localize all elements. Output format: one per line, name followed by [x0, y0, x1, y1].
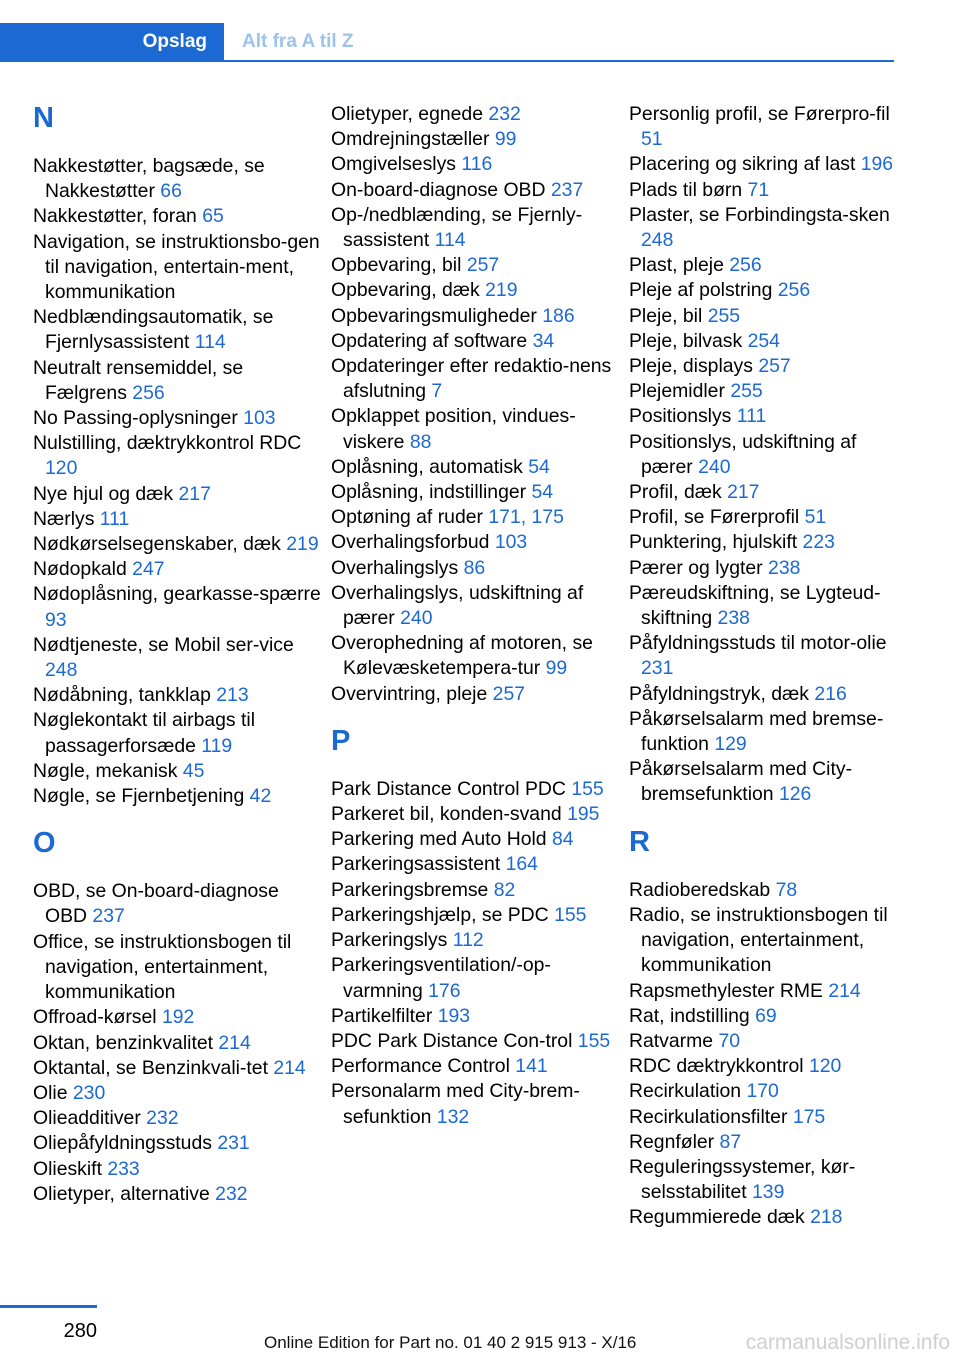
- page-reference-link[interactable]: 232: [215, 1182, 248, 1205]
- index-entry-text: Offroad-kørsel: [33, 1006, 157, 1029]
- index-entry: [629, 178, 899, 203]
- index-entry-text: Nøgle, mekanisk: [33, 759, 178, 782]
- index-entry: [33, 1182, 323, 1207]
- index-entry-text: Profil, dæk: [629, 481, 722, 504]
- page-reference-link[interactable]: 255: [707, 304, 741, 327]
- index-entry-text: Overhalingslys: [331, 556, 459, 579]
- index-entry: [331, 1004, 621, 1029]
- index-entry-text: Olieskift: [33, 1157, 102, 1180]
- index-entry: [331, 329, 621, 354]
- index-entry-text: Parkering med Auto Hold: [331, 828, 547, 851]
- page-reference-link[interactable]: 257: [492, 682, 526, 705]
- index-entry-text: Olieadditiver: [33, 1107, 141, 1130]
- page-reference-link[interactable]: 214: [273, 1056, 306, 1079]
- page-reference-link[interactable]: 256: [132, 381, 165, 404]
- index-entry-text: Oplåsning, indstillinger: [331, 481, 527, 504]
- index-entry: [331, 102, 621, 127]
- page-reference-link[interactable]: 247: [132, 558, 165, 581]
- index-entry: [629, 480, 899, 505]
- index-entry-text: Nødkørselsegenskaber, dæk: [33, 533, 281, 556]
- page-reference-link[interactable]: 99: [494, 128, 517, 151]
- index-entry-text: Parkeringslys: [331, 929, 448, 952]
- index-entry-text: Plejemidler: [629, 380, 725, 403]
- section-letter: P: [331, 724, 351, 757]
- index-entry-text: Rat, indstilling: [629, 1004, 750, 1027]
- index-entry-text: Optøning af ruder: [331, 506, 483, 529]
- index-entry-text: Reguleringssystemer, kør-selsstabilitet: [629, 1155, 856, 1204]
- edition-text: Online Edition for Part no. 01 40 2 915 913 - X/16: [264, 1333, 637, 1352]
- index-entry: [629, 1004, 899, 1029]
- index-entry: [33, 356, 323, 406]
- index-entry-text: Oktantal, se Benzinkvali-tet: [33, 1056, 268, 1079]
- index-entry-text: Nye hjul og dæk: [33, 482, 174, 505]
- index-entry-text: Omdrejningstæller: [331, 128, 490, 151]
- page-reference-link[interactable]: 155: [571, 777, 604, 800]
- page-reference-link[interactable]: 195: [567, 803, 600, 826]
- page-reference-link[interactable]: 231: [217, 1132, 250, 1155]
- page-reference-link[interactable]: 65: [202, 205, 224, 228]
- page-reference-link[interactable]: 232: [488, 103, 521, 125]
- index-entry-text: Personalarm med City-brem-sefunktion: [331, 1080, 580, 1128]
- index-entry: [331, 404, 621, 454]
- index-entry-text: Pleje af polstring: [629, 279, 773, 302]
- index-entry-text: Parkeringsassistent: [331, 853, 501, 876]
- page-reference-link[interactable]: 84: [551, 828, 574, 851]
- index-entry-text: Opbevaring, bil: [331, 254, 462, 277]
- index-entry: [331, 505, 621, 530]
- index-entry-text: Personlig profil, se Førerpro-fil: [629, 103, 890, 125]
- page-reference-link[interactable]: 219: [286, 533, 319, 556]
- page-reference-link[interactable]: 237: [550, 178, 584, 201]
- page-reference-link[interactable]: 120: [808, 1055, 842, 1078]
- index-entry-text: Neutralt rensemiddel, se Fælgrens: [33, 356, 244, 404]
- index-entry-text: Olietyper, alternative: [33, 1182, 210, 1205]
- index-entry-text: Nakkestøtter, bagsæde, se Nakkestøtter: [33, 155, 265, 203]
- index-entry: [629, 329, 899, 354]
- page-number: 280: [63, 1320, 97, 1342]
- index-entry: [331, 682, 621, 707]
- index-entry: [331, 827, 621, 852]
- index-entry: [629, 354, 899, 379]
- page-reference-link[interactable]: 257: [466, 254, 500, 277]
- index-entry: [33, 305, 323, 355]
- index-entry: [331, 203, 621, 253]
- index-entry-text: Pærer og lygter: [629, 556, 763, 579]
- index-entry-text: Opbevaringsmuligheder: [331, 304, 537, 327]
- page-reference-link[interactable]: 256: [729, 254, 762, 277]
- index-entry: [629, 152, 899, 177]
- index-entry-text: Plaster, se Forbindingsta-sken: [629, 203, 890, 226]
- index-entry-text: Profil, se Førerprofil: [629, 506, 800, 529]
- page-reference-link[interactable]: 120: [45, 457, 78, 480]
- index-entry-text: Pleje, bilvask: [629, 329, 743, 352]
- index-entry-text: Plast, pleje: [629, 254, 724, 277]
- tab-opslag[interactable]: [0, 23, 224, 62]
- page-reference-link[interactable]: 99: [545, 657, 568, 680]
- page-reference-link[interactable]: 51: [641, 128, 663, 151]
- index-entry-text: Pleje, displays: [629, 355, 753, 378]
- index-entry-text: Placering og sikring af last: [629, 153, 856, 176]
- index-entry-text: Radio, se instruktionsbogen til navigation, entertainment, kommunikation: [629, 903, 888, 977]
- page-reference-link[interactable]: 78: [775, 878, 798, 901]
- index-entry: [331, 480, 621, 505]
- page-reference-link[interactable]: 175: [792, 1105, 826, 1128]
- index-entry: [331, 354, 621, 404]
- page-reference-link[interactable]: 51: [804, 506, 827, 529]
- index-entry: [331, 253, 621, 278]
- page-reference-link[interactable]: 170: [746, 1080, 779, 1103]
- index-entry-text: Oliepåfyldningsstuds: [33, 1132, 212, 1155]
- page-reference-link[interactable]: 111: [736, 405, 767, 428]
- index-entry-text: Recirkulation: [629, 1080, 742, 1103]
- index-entry-text: Opdateringer efter redaktio-nens afslutning: [331, 355, 612, 403]
- index-entry: [629, 757, 899, 807]
- header-bar: [0, 0, 960, 62]
- index-entry: [33, 204, 323, 229]
- page-reference-link[interactable]: 254: [747, 329, 780, 352]
- index-entry: [629, 631, 899, 681]
- index-entry: [331, 953, 621, 1003]
- page-reference-link[interactable]: 54: [528, 455, 550, 478]
- index-entry: [33, 759, 323, 784]
- page-reference-link[interactable]: 192: [161, 1006, 195, 1029]
- index-entry: [331, 178, 621, 203]
- index-entry: [629, 102, 899, 152]
- index-entry: [629, 304, 899, 329]
- index-entry-text: Positionslys: [629, 405, 732, 428]
- index-entry-text: Parkeret bil, konden-svand: [331, 803, 562, 826]
- index-entry-text: Pleje, bil: [629, 304, 703, 327]
- index-entry: [629, 404, 899, 429]
- tab-alt-fra-a-til-z[interactable]: Alt fra A til Z: [242, 31, 354, 52]
- page-reference-link[interactable]: 233: [107, 1157, 140, 1180]
- section-letter: N: [33, 102, 54, 134]
- index-entry-text: Nulstilling, dæktrykkontrol RDC: [33, 432, 302, 455]
- index-entry-text: Pæreudskiftning, se Lygteud-skiftning: [629, 581, 881, 630]
- index-entry: [331, 928, 621, 953]
- page-reference-link[interactable]: 214: [828, 979, 861, 1002]
- page-reference-link[interactable]: 155: [554, 903, 587, 926]
- index-entry-text: Radioberedskab: [629, 878, 771, 901]
- index-entry: [33, 784, 323, 809]
- index-entry-text: Overvintring, pleje: [331, 682, 488, 705]
- index-entry-text: Omgivelseslys: [331, 153, 456, 176]
- page-reference-link[interactable]: 232: [146, 1107, 179, 1130]
- index-entry: [629, 203, 899, 253]
- index-entry: [629, 1105, 899, 1130]
- index-entry-text: Ratvarme: [629, 1029, 714, 1052]
- index-entry: [331, 455, 621, 480]
- index-entry: [33, 482, 323, 507]
- index-entry: [629, 682, 899, 707]
- index-entry-text: Påkørselsalarm med bremse-funktion: [629, 707, 884, 756]
- index-entry: [33, 230, 323, 306]
- index-entry: [629, 1029, 899, 1054]
- index-entry-text: Recirkulationsfilter: [629, 1105, 788, 1128]
- index-entry-text: Overhalingsforbud: [331, 531, 490, 554]
- index-entry-text: Opdatering af software: [331, 329, 528, 352]
- page-reference-link[interactable]: 218: [810, 1206, 843, 1229]
- page-reference-link[interactable]: 42: [249, 785, 272, 808]
- page-reference-link[interactable]: 255: [730, 380, 763, 403]
- index-entry: [331, 1029, 621, 1054]
- page-reference-link[interactable]: 111: [99, 507, 130, 530]
- index-entry: [331, 878, 621, 903]
- index-entry-text: Parkeringsventilation/-op-varmning: [331, 954, 551, 1002]
- index-entry-text: Nødåbning, tankklap: [33, 684, 211, 707]
- index-entry-text: Partikelfilter: [331, 1004, 433, 1027]
- page-reference-link[interactable]: 86: [463, 556, 486, 579]
- index-entry-text: Nøglekontakt til airbags til passagerforsæde: [33, 709, 256, 757]
- index-entry: [33, 708, 323, 758]
- page-reference-link[interactable]: 217: [727, 481, 760, 504]
- index-entry: [33, 1056, 323, 1081]
- index-entry: [33, 1081, 323, 1106]
- index-entry: [33, 406, 323, 431]
- page-reference-link[interactable]: 216: [814, 682, 847, 705]
- page-reference-link[interactable]: 230: [72, 1081, 106, 1104]
- index-entry-text: Oktan, benzinkvalitet: [33, 1031, 213, 1054]
- page-reference-link[interactable]: 119: [201, 734, 233, 757]
- index-entry-text: Nakkestøtter, foran: [33, 205, 197, 228]
- footer-divider: [0, 1305, 97, 1308]
- index-entry: [331, 802, 621, 827]
- index-entry: [629, 581, 899, 631]
- page-reference-link[interactable]: 126: [778, 783, 812, 806]
- index-entry: [331, 278, 621, 303]
- index-entry: [33, 431, 323, 481]
- index-entry: [629, 278, 899, 303]
- page-reference-link[interactable]: 240: [698, 455, 731, 478]
- page-reference-link[interactable]: 217: [178, 482, 211, 505]
- index-entry: [629, 707, 899, 757]
- index-entry: [629, 505, 899, 530]
- index-entry: [331, 127, 621, 152]
- index-entry-text: Regummierede dæk: [629, 1206, 805, 1229]
- index-entry-text: Nøgle, se Fjernbetjening: [33, 785, 245, 808]
- index-entry-text: Nødtjeneste, se Mobil ser-vice: [33, 633, 294, 656]
- index-entry: [33, 1131, 323, 1156]
- index-entry-text: Nærlys: [33, 507, 95, 530]
- index-entry: [629, 379, 899, 404]
- tab-opslag-label: Opslag: [142, 31, 207, 52]
- index-entry: [629, 979, 899, 1004]
- index-entry: [331, 903, 621, 928]
- page-reference-link[interactable]: 193: [437, 1004, 471, 1027]
- header-divider: [224, 60, 894, 62]
- index-entry: [33, 930, 323, 1006]
- index-entry: [331, 530, 621, 555]
- index-entry: [33, 633, 323, 683]
- index-entry-text: PDC Park Distance Con-trol: [331, 1029, 573, 1052]
- index-entry: [331, 777, 621, 802]
- index-entry: [331, 852, 621, 877]
- page-reference-link[interactable]: 112: [452, 929, 484, 952]
- page-reference-link[interactable]: 238: [717, 607, 750, 630]
- index-entry: [629, 530, 899, 555]
- index-entry: [629, 1130, 899, 1155]
- index-entry: [33, 557, 323, 582]
- index-entry-text: Parkeringsbremse: [331, 878, 489, 901]
- index-entry: [331, 304, 621, 329]
- page-reference-link[interactable]: 257: [758, 355, 791, 378]
- page-reference-link[interactable]: 66: [160, 180, 182, 203]
- index-entry-text: Navigation, se instruktionsbo-gen til navigation, entertain-ment, kommunikation: [33, 230, 320, 304]
- index-entry: [331, 631, 621, 681]
- index-entry: [629, 1155, 899, 1205]
- page-reference-link[interactable]: 54: [531, 481, 554, 504]
- page-reference-link[interactable]: 34: [532, 329, 555, 352]
- index-entry: [33, 1106, 323, 1131]
- page-reference-link[interactable]: 88: [409, 430, 432, 453]
- page-reference-link[interactable]: 139: [752, 1181, 785, 1204]
- index-entry-text: Positionslys, udskiftning af pærer: [629, 430, 857, 478]
- index-entry-text: Punktering, hjulskift: [629, 531, 798, 554]
- index-entry: [629, 878, 899, 903]
- index-entry-text: On-board-diagnose OBD: [331, 178, 546, 201]
- page-reference-link[interactable]: 114: [194, 331, 226, 354]
- index-entry: [33, 1005, 323, 1030]
- index-entry-text: Op-/nedblænding, se Fjernly-sassistent: [331, 203, 583, 252]
- page-reference-link[interactable]: 103: [494, 531, 528, 554]
- index-entry: [33, 1157, 323, 1182]
- index-column-3: [629, 102, 899, 1231]
- page-reference-link[interactable]: 132: [436, 1105, 470, 1128]
- index-entry: [33, 582, 323, 632]
- index-entry-text: Plads til børn: [629, 178, 743, 201]
- watermark: carmanualsonline.info: [745, 1331, 950, 1354]
- page-reference-link[interactable]: 248: [45, 659, 78, 682]
- index-entry-text: OBD, se On-board-diagnose OBD: [33, 880, 279, 928]
- index-entry: [33, 507, 323, 532]
- index-entry-text: Påfyldningstryk, dæk: [629, 682, 809, 705]
- page-reference-link[interactable]: 114: [434, 229, 466, 252]
- index-entry: [33, 532, 323, 557]
- page-reference-link[interactable]: 238: [768, 556, 801, 579]
- page-reference-link[interactable]: 223: [802, 531, 835, 554]
- index-entry-text: Nedblændingsautomatik, se Fjernlysassistent: [33, 306, 274, 354]
- index-entry: [629, 1079, 899, 1104]
- index-entry-text: Performance Control: [331, 1055, 510, 1078]
- page-reference-link[interactable]: 116: [461, 153, 493, 176]
- index-entry-text: Opbevaring, dæk: [331, 279, 480, 302]
- page-reference-link[interactable]: 7: [431, 380, 443, 403]
- index-entry: [629, 1054, 899, 1079]
- page-reference-link[interactable]: 219: [485, 279, 518, 302]
- page-reference-link[interactable]: 164: [505, 853, 538, 876]
- page-reference-link[interactable]: 213: [216, 684, 249, 707]
- index-entry: [33, 683, 323, 708]
- page-reference-link[interactable]: 141: [515, 1055, 548, 1078]
- index-entry: [331, 581, 621, 631]
- index-entry-text: Olietyper, egnede: [331, 103, 484, 125]
- page-reference-link[interactable]: 93: [45, 608, 67, 631]
- index-entry-text: Oplåsning, automatisk: [331, 455, 523, 478]
- index-entry-text: Overophedning af motoren, se Kølevæsketempera-tur: [331, 632, 593, 680]
- index-entry-text: Påkørselsalarm med City-bremsefunktion: [629, 758, 853, 806]
- index-entry-text: Parkeringshjælp, se PDC: [331, 903, 549, 926]
- index-entry: [331, 1054, 621, 1079]
- section-letter: R: [629, 825, 650, 858]
- page-reference-link[interactable]: 171, 175: [488, 506, 564, 529]
- index-entry-text: Olie: [33, 1081, 68, 1104]
- index-entry: [33, 1031, 323, 1056]
- index-entry-text: Park Distance Control PDC: [331, 777, 566, 800]
- index-entry: [33, 879, 323, 929]
- page-reference-link[interactable]: 186: [542, 304, 575, 327]
- page-reference-link[interactable]: 256: [777, 279, 811, 302]
- section-letter: O: [33, 827, 56, 860]
- page-reference-link[interactable]: 45: [182, 759, 205, 782]
- index-entry: [629, 1205, 899, 1230]
- index-entry-text: Office, se instruktionsbogen til navigation, entertainment, kommunikation: [33, 930, 292, 1004]
- index-column-1: [33, 102, 323, 1207]
- page-reference-link[interactable]: 87: [719, 1130, 742, 1153]
- page-reference-link[interactable]: 237: [92, 905, 125, 928]
- page-reference-link[interactable]: 69: [755, 1004, 777, 1027]
- index-column-2: [331, 102, 621, 1130]
- index-entry: [629, 253, 899, 278]
- index-entry-text: Nødoplåsning, gearkasse-spærre: [33, 583, 321, 606]
- page-reference-link[interactable]: 214: [218, 1031, 251, 1054]
- index-entry: [331, 556, 621, 581]
- page-reference-link[interactable]: 155: [577, 1029, 611, 1052]
- page-reference-link[interactable]: 176: [428, 979, 461, 1002]
- index-entry: [629, 556, 899, 581]
- page-reference-link[interactable]: 240: [400, 607, 433, 630]
- index-entry-text: Opklappet position, vindues-viskere: [331, 405, 576, 453]
- page-reference-link[interactable]: 196: [860, 153, 894, 176]
- index-entry-text: Regnføler: [629, 1130, 715, 1153]
- index-entry: [629, 430, 899, 480]
- index-entry-text: Påfyldningsstuds til motor-olie: [629, 632, 887, 655]
- page-reference-link[interactable]: 71: [747, 178, 770, 201]
- page-reference-link[interactable]: 82: [493, 878, 516, 901]
- index-entry: [629, 903, 899, 979]
- page-reference-link[interactable]: 129: [714, 733, 747, 756]
- index-entry: [331, 1079, 621, 1129]
- page-reference-link[interactable]: 103: [243, 407, 276, 430]
- index-entry-text: Overhalingslys, udskiftning af pærer: [331, 581, 584, 630]
- index-entry: [331, 152, 621, 177]
- index-entry-text: Nødopkald: [33, 558, 127, 581]
- page-reference-link[interactable]: 248: [641, 229, 674, 252]
- index-entry-text: Rapsmethylester RME: [629, 979, 823, 1002]
- page-reference-link[interactable]: 231: [641, 657, 674, 680]
- index-entry: [33, 154, 323, 204]
- page-reference-link[interactable]: 70: [718, 1029, 741, 1052]
- index-entry-text: RDC dæktrykkontrol: [629, 1055, 804, 1078]
- index-entry-text: No Passing-oplysninger: [33, 407, 238, 430]
